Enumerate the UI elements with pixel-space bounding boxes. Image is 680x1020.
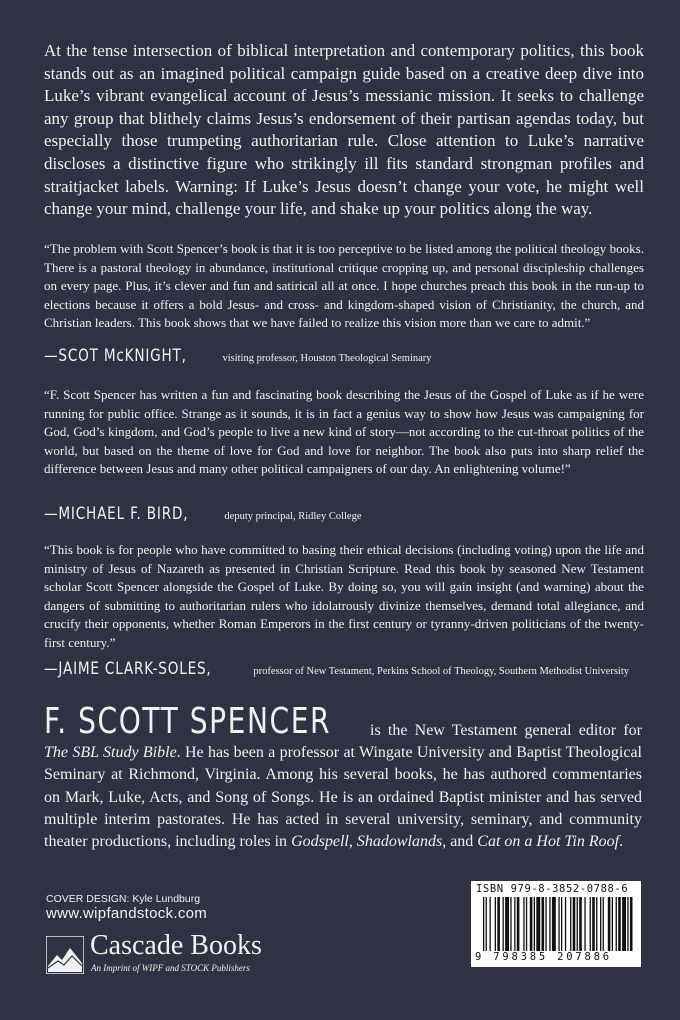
- barcode-bar: [510, 897, 511, 951]
- bio-separator: , and: [442, 833, 478, 851]
- barcode-bar: [497, 897, 500, 951]
- barcode-bar: [618, 897, 621, 951]
- publisher-website: www.wipfandstock.com: [46, 905, 208, 922]
- endorsement-quote-bird: “F. Scott Spencer has written a fun and fascinating book describing the Jesus of the Gospel of Luke as if he were running for public office. Strange as it sounds, it is in fact a genius way to show how Jesus was campaigning for God, God’s kingdom, and God’s people to live a new kind of story—not according to the cut-throat politics of the world, but based on the theme of love for God and love for neighbor. The book also puts into sharp relief the difference between Jesus and many other political campaigners of our day. An enlightening volume!”: [44, 387, 644, 477]
- publisher-imprint: An Imprint of WIPF and STOCK Publishers: [91, 963, 250, 973]
- barcode-bar: [514, 897, 515, 951]
- barcode-bar: [627, 897, 628, 951]
- barcode-bar: [600, 897, 601, 951]
- author-name: F. SCOTT SPENCER: [44, 701, 332, 742]
- bio-separator: ,: [348, 833, 357, 851]
- mountain-logo-icon: [46, 936, 84, 974]
- barcode-bar: [503, 897, 504, 951]
- barcode-bar: [558, 897, 559, 951]
- endorsement-quote-mcknight: “The problem with Scott Spencer’s book is that it is too perceptive to be listed among the political theology books. There is a pastoral theology in abundance, institutional critique cropping up, and personal discipleship challenges on every page. Plus, it’s clever and fun and satirical all at once. I hope churches preach this book in the run-up to elections because it offers a bold Jesus- and cross- and kingdom-shaped vision of Christianity, the church, and Christian leaders. This book shows that we have failed to realize this vision more than we care to admit.”: [44, 241, 644, 331]
- endorser-name: —SCOT McKNIGHT,: [44, 346, 187, 366]
- endorser-name: —MICHAEL F. BIRD,: [44, 504, 189, 524]
- cover-design-credit: COVER DESIGN: Kyle Lundburg: [46, 893, 201, 905]
- barcode-bar: [552, 897, 556, 951]
- barcode-bar: [573, 897, 576, 951]
- endorsement-quote-clark-soles: “This book is for people who have committed to basing their ethical decisions (including voting) upon the life and ministry of Jesus of Nazareth as presented in Christian Scripture. Read this book by seasoned New Testament scholar Scott Spencer alongside the Gospel of Luke. By doing so, you will gain insight (and warning) about the dangers of submitting to authoritarian rulers who idolatrously divinize themselves, demand total allegiance, and crucify their opponents, whether Roman Emperors in the first century or tyranny-driven politicians of the twenty-first century.”: [44, 542, 644, 650]
- barcode-bar: [612, 897, 613, 951]
- barcode-number: 9 798385 207886: [475, 951, 612, 963]
- bio-book-title: The SBL Study Bible: [44, 744, 177, 762]
- barcode-bar: [534, 897, 535, 951]
- back-cover-blurb: At the tense intersection of biblical interpretation and contemporary politics, this book stands out as an imagined political campaign guide based on a creative deep dive into Luke’s vibrant evangelical account of Jesus’s messianic mission. It seeks to challenge any group that blithely claims Jesus’s endorsement of their partisan agendas today, but especially those trumpeting authoritarian rule. Close attention to Luke’s narrative discloses a distinctive figure who strikingly ill fits standard strongman profiles and straitjacket labels. Warning: If Luke’s Jesus doesn’t change your vote, he might well change your mind, challenge your life, and shake up your politics along the way.: [44, 41, 644, 219]
- publisher-logo: [46, 930, 306, 978]
- barcode-bar: [530, 897, 533, 951]
- barcode-bar: [590, 897, 591, 951]
- endorsement-attribution-bird: [44, 504, 361, 524]
- barcode-bar: [536, 897, 540, 951]
- barcode-bar: [517, 897, 520, 951]
- barcode-bar: [577, 897, 578, 951]
- publisher-name: Cascade Books: [90, 930, 262, 961]
- bio-play-title: Cat on a Hot Tin Roof: [477, 833, 620, 851]
- barcode-bar: [616, 897, 617, 951]
- endorsement-attribution-mcknight: [44, 346, 432, 366]
- barcode-bar: [570, 897, 571, 951]
- isbn-barcode: [471, 881, 641, 967]
- endorser-role: visiting professor, Houston Theological Seminary: [222, 353, 432, 364]
- bio-text-part: is the New Testament general editor for: [370, 722, 642, 739]
- barcode-bar: [505, 897, 509, 951]
- barcode-bar: [495, 897, 496, 951]
- endorsement-attribution-clark-soles: [44, 659, 629, 679]
- barcode-bar: [603, 897, 604, 951]
- bio-separator: .: [619, 833, 624, 851]
- endorser-role: professor of New Testament, Perkins School of Theology, Southern Methodist University: [253, 666, 629, 677]
- isbn-text: ISBN 979-8-3852-0788-6: [476, 883, 629, 895]
- bio-play-title: Shadowlands: [356, 833, 443, 851]
- bio-text-part: . He has been a professor at Wingate University and Baptist Theological Seminary at Richmond, Virginia. Among his several books, he has authored commentaries on Mark, Luke, Acts, and Song of Songs. He is an ordained Baptist minister and has served multiple interim pastorates. He has acted in several university, seminary, and community theater productions, including roles in: [44, 744, 642, 851]
- barcode-bar: [545, 897, 546, 951]
- barcode-bar: [486, 897, 487, 951]
- barcode-bar: [608, 897, 611, 951]
- barcode-bar: [561, 897, 562, 951]
- barcode-bar: [523, 897, 524, 951]
- barcode-bar: [542, 897, 545, 951]
- barcode-bar: [565, 897, 566, 951]
- endorser-name: —JAIME CLARK-SOLES,: [44, 659, 212, 679]
- barcode-bar: [622, 897, 626, 951]
- endorser-role: deputy principal, Ridley College: [224, 511, 362, 522]
- barcode-bar: [579, 897, 582, 951]
- author-bio: [44, 720, 642, 853]
- barcode-bar: [592, 897, 595, 951]
- barcode-bar: [596, 897, 597, 951]
- barcode-bar: [526, 897, 527, 951]
- barcode-bar: [549, 897, 550, 951]
- barcode-bar: [584, 897, 585, 951]
- barcode-bar: [483, 897, 484, 951]
- barcode-bar: [630, 897, 633, 951]
- bio-play-title: Godspell: [291, 833, 349, 851]
- barcode-bar: [490, 897, 491, 951]
